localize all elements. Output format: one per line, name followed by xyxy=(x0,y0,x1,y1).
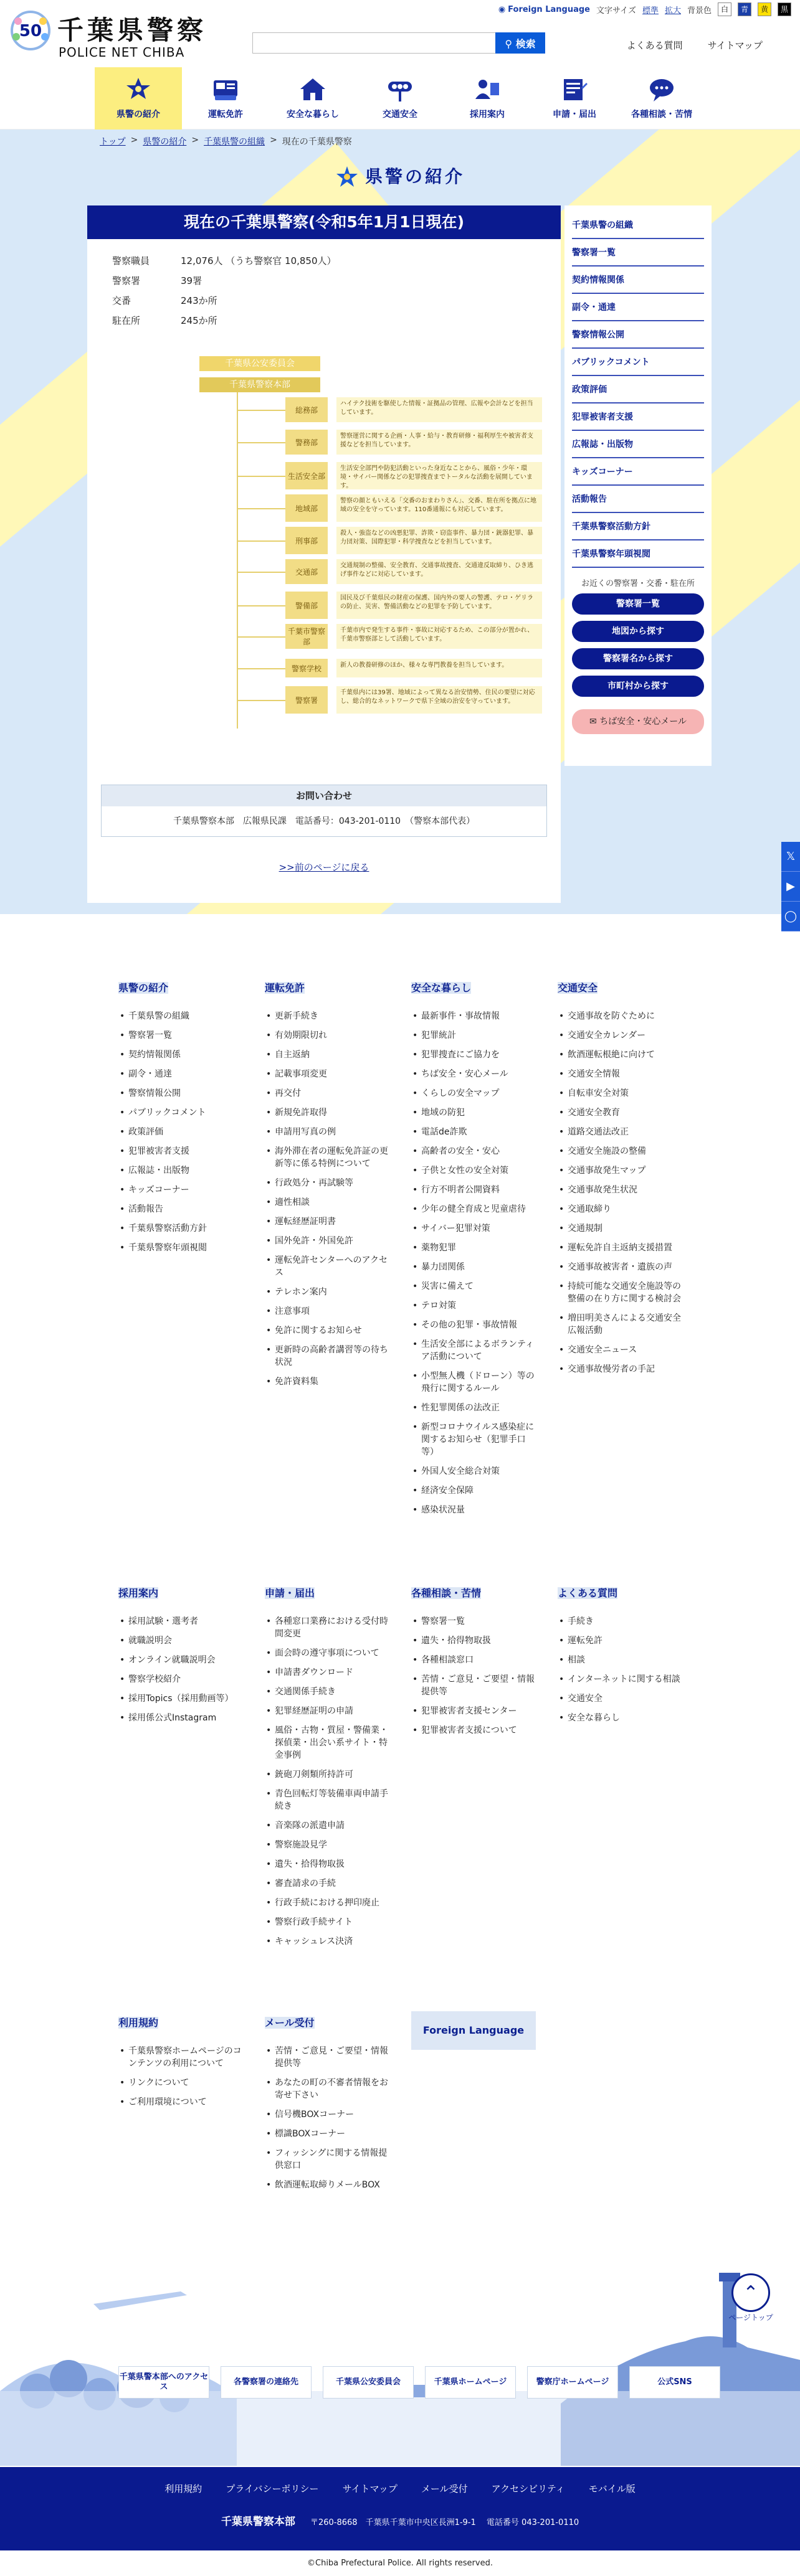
nearby-search-button[interactable]: 警察署一覧 xyxy=(572,593,704,615)
footer-nav-item[interactable]: • 交通安全教育 xyxy=(558,1106,682,1119)
site-footer xyxy=(0,2467,800,2550)
footer-nav-item[interactable]: • 小型無人機（ドローン）等の飛行に関するルール xyxy=(411,1370,536,1395)
footer-nav-item[interactable]: • 新型コロナウイルス感染症に関するお知らせ（犯罪手口等） xyxy=(411,1421,536,1458)
footer-nav-item[interactable]: • 交通事故発生マップ xyxy=(558,1164,682,1177)
stat-row xyxy=(112,270,561,290)
page-title-text: 県警の紹介 xyxy=(364,166,465,187)
footer-nav-item[interactable]: • オンライン就職説明会 xyxy=(118,1654,243,1666)
search-input[interactable] xyxy=(252,32,495,54)
page-top-label: ページトップ xyxy=(728,2313,773,2322)
footer-nav-item[interactable]: • 交通安全カレンダー xyxy=(558,1029,682,1042)
breadcrumb-current: 現在の千葉県警察 xyxy=(282,137,352,147)
footer-nav-item[interactable]: • 交通関係手続き xyxy=(265,1686,389,1698)
footer-nav-item[interactable]: • 警察署一覧 xyxy=(411,1615,536,1628)
footer-nav-heading[interactable]: よくある質問 xyxy=(558,1587,618,1599)
police-badge-icon xyxy=(124,77,153,103)
footer-org-name: 千葉県警察本部 xyxy=(221,2516,295,2528)
footer-nav-list xyxy=(118,2045,243,2108)
sidebar-link[interactable]: 活動報告 xyxy=(572,486,704,513)
footer-nav-item[interactable]: • パブリックコメント xyxy=(118,1106,243,1119)
footer-nav-item[interactable]: • 飲酒運転取締りメールBOX xyxy=(265,2179,389,2191)
footer-org xyxy=(0,2512,800,2528)
footer-nav-item[interactable]: • 運転免許自主返納支援措置 xyxy=(558,1242,682,1254)
sidebar-link[interactable]: 副令・通達 xyxy=(572,294,704,321)
footer-nav-item[interactable]: • 交通事故を防ぐために xyxy=(558,1010,682,1022)
gnav-label: 運転免許 xyxy=(208,110,243,120)
footer-nav-item[interactable]: • 犯罪被害者支援 xyxy=(118,1145,243,1158)
footer-nav-item[interactable]: • 新規免許取得 xyxy=(265,1106,389,1119)
footer-nav-column xyxy=(558,1582,682,1731)
stat-row xyxy=(112,290,561,310)
footer-nav-heading[interactable]: Foreign Language xyxy=(411,2011,536,2050)
footer-nav-item[interactable]: • リンクについて xyxy=(118,2077,243,2089)
footer-nav-item[interactable]: • 飲酒運転根絶に向けて xyxy=(558,1049,682,1061)
stat-row xyxy=(112,250,561,270)
footer-nav-item[interactable]: • くらしの安全マップ xyxy=(411,1087,536,1100)
footer-nav-item[interactable]: • 契約情報関係 xyxy=(118,1049,243,1061)
stat-key: 警察職員 xyxy=(112,255,150,267)
footer-nav-column xyxy=(558,976,682,1382)
org-unit-name: 警察学校 xyxy=(285,659,328,677)
inquiry-heading: お問い合わせ xyxy=(102,785,546,806)
footer-nav-heading[interactable]: メール受付 xyxy=(265,2017,315,2029)
bg-blue-button[interactable]: 青 xyxy=(738,2,751,16)
footer-nav-item[interactable]: • 更新手続き xyxy=(265,1010,389,1022)
footer-nav-item[interactable]: • インターネットに関する相談 xyxy=(558,1673,682,1686)
footer-nav-item[interactable]: • 再交付 xyxy=(265,1087,389,1100)
footer-nav-item[interactable]: • 犯罪捜査にご協力を xyxy=(411,1049,536,1061)
footer-nav-list xyxy=(118,1615,243,1724)
sidebar-link[interactable]: パブリックコメント xyxy=(572,349,704,376)
footer-nav-heading[interactable]: 運転免許 xyxy=(265,982,305,994)
org-unit-name: 生活安全部 xyxy=(285,462,328,489)
site-logo[interactable] xyxy=(9,6,208,61)
footer-nav-list xyxy=(118,1010,243,1254)
footer-nav-item[interactable]: • 千葉県警察年頭視閲 xyxy=(118,1242,243,1254)
footer-nav-item[interactable]: • 交通安全ニュース xyxy=(558,1344,682,1356)
footer-nav-item[interactable]: • 交通安全施設の整備 xyxy=(558,1145,682,1158)
footer-nav-item[interactable]: • 交通安全 xyxy=(558,1692,682,1705)
footer-nav-heading[interactable]: 利用規約 xyxy=(118,2017,159,2029)
footer-nav-column xyxy=(265,2011,389,2198)
footer-nav-item[interactable]: • 採用試験・選考者 xyxy=(118,1615,243,1628)
bg-black-button[interactable]: 黒 xyxy=(778,2,791,16)
org-unit-name: 千葉市警察部 xyxy=(285,624,328,649)
bottom-links xyxy=(118,2366,720,2399)
logo-badge-text: 50 xyxy=(19,22,42,40)
footer-nav-item[interactable]: • 国外免許・外国免許 xyxy=(265,1235,389,1247)
org-unit-name: 地域部 xyxy=(285,494,328,522)
police-emblem-icon xyxy=(335,166,359,189)
footer-nav-item[interactable]: • 信号機BOXコーナー xyxy=(265,2108,389,2121)
gnav-label: 各種相談・苦情 xyxy=(631,110,692,120)
org-unit-desc: 殺人・強盗などの凶悪犯罪、詐欺・窃盗事件、暴力団・銃器犯罪、暴力団対策、国際犯罪・科学捜査などを担当しています。 xyxy=(336,527,542,554)
site-title: 千葉県警察 xyxy=(57,15,207,45)
footer-nav-item[interactable]: • 暴力団関係 xyxy=(411,1261,536,1273)
nearby-title: お近くの警察署・交番・駐在所 xyxy=(581,579,695,588)
sidebar-link[interactable]: 警察署一覧 xyxy=(572,239,704,267)
sidebar-link[interactable]: 千葉県警察年頭視閲 xyxy=(572,540,704,568)
footer-nav-item[interactable]: • 音楽隊の派遣申請 xyxy=(265,1819,389,1832)
sns-bar xyxy=(781,842,800,932)
org-unit-desc: 警察運営に関する企画・人事・給与・教育研修・福利厚生や被害者支援などを担当しています。 xyxy=(336,430,542,455)
sidebar-link[interactable]: 契約情報関係 xyxy=(572,267,704,294)
gnav-item-traffic[interactable] xyxy=(356,67,444,130)
stat-value: 243か所 xyxy=(181,295,217,306)
gnav-label: 申請・届出 xyxy=(553,110,596,120)
footer-nav-item[interactable]: • 銃砲刀剣類所持許可 xyxy=(265,1768,389,1781)
footer-nav-item[interactable]: • 海外滞在者の運転免許証の更新等に係る特例について xyxy=(265,1145,389,1170)
footer-nav-item[interactable]: • 注意事項 xyxy=(265,1305,389,1318)
header-links xyxy=(627,39,763,52)
footer-nav-item[interactable]: • 有効期限切れ xyxy=(265,1029,389,1042)
breadcrumb: トップ > 県警の紹介 > 千葉県警の組織 > 現在の千葉県警察 xyxy=(100,135,352,147)
main-content xyxy=(87,205,561,903)
footer-nav-item[interactable]: • 遺失・拾得物取扱 xyxy=(265,1858,389,1871)
stations-contact-link[interactable]: 各警察署の連絡先 xyxy=(221,2366,312,2399)
footer-nav-item[interactable]: • サイバー犯罪対策 xyxy=(411,1222,536,1235)
gnav-label: 交通安全 xyxy=(383,110,417,120)
consult-icon xyxy=(647,77,676,103)
content-heading: 現在の千葉県警察(令和5年1月1日現在) xyxy=(87,205,561,239)
breadcrumb-organization[interactable]: 千葉県警の組織 xyxy=(204,137,265,147)
car-icon xyxy=(211,77,240,103)
page-top-button[interactable] xyxy=(717,2273,785,2323)
footer-nav-item[interactable]: • ちば安全・安心メール xyxy=(411,1068,536,1080)
footer-nav-heading[interactable]: 県警の紹介 xyxy=(118,982,169,994)
footer-nav-item[interactable]: • キャッシュレス決済 xyxy=(265,1935,389,1948)
footer-link[interactable]: メール受付 xyxy=(421,2483,468,2494)
back-link[interactable]: >>前のページに戻る xyxy=(279,862,369,873)
breadcrumb-about[interactable]: 県警の紹介 xyxy=(143,137,187,147)
instagram-icon[interactable]: ◯ xyxy=(781,902,800,932)
footer-link[interactable]: モバイル版 xyxy=(588,2483,636,2494)
utility-bar xyxy=(498,2,791,16)
footer-nav-item[interactable]: • 生活安全部によるボランティア活動について xyxy=(411,1338,536,1363)
footer-nav-item[interactable]: • 交通安全情報 xyxy=(558,1068,682,1080)
foreign-language-label: Foreign Language xyxy=(508,4,590,14)
house-icon xyxy=(298,77,327,103)
safety-mail-button[interactable]: ✉ ちば安全・安心メール xyxy=(572,709,704,734)
search-bar xyxy=(252,32,545,54)
inquiry-box xyxy=(101,785,547,837)
gnav-label: 採用案内 xyxy=(470,110,505,120)
footer-nav-item[interactable]: • 手続き xyxy=(558,1615,682,1628)
footer-nav-heading[interactable]: 申請・届出 xyxy=(265,1587,315,1599)
footer-nav-item[interactable]: • 自転車安全対策 xyxy=(558,1087,682,1100)
bg-color-label: 背景色 xyxy=(687,6,712,16)
gnav-label: 県警の紹介 xyxy=(117,110,160,120)
sidebar-link[interactable]: 広報誌・出版物 xyxy=(572,431,704,458)
gnav-item-about[interactable] xyxy=(95,67,182,130)
footer-nav-column xyxy=(118,1582,243,1731)
sidebar-link[interactable]: 千葉県警の組織 xyxy=(572,212,704,239)
footer-nav-item[interactable]: • 地域の防犯 xyxy=(411,1106,536,1119)
mail-icon: ✉ xyxy=(589,717,597,727)
org-unit-desc: 千葉市内で発生する事件・事故に対応するため、この部分が置かれ、千葉市警察部として活動しています。 xyxy=(336,624,542,649)
footer-nav-item[interactable]: • 免許に関するお知らせ xyxy=(265,1324,389,1337)
footer-nav-item[interactable]: • 警察学校紹介 xyxy=(118,1673,243,1686)
footer-nav-item[interactable]: • テロ対策 xyxy=(411,1300,536,1312)
org-unit-name: 交通部 xyxy=(285,559,328,584)
footer-nav-item[interactable]: • 申請用写真の例 xyxy=(265,1126,389,1138)
sitemap-link[interactable]: サイトマップ xyxy=(707,40,763,51)
org-unit-desc: 交通規制の整備、安全教育、交通事故捜査、交通違反取締り、ひき逃げ事件などに対応しています。 xyxy=(336,559,542,584)
public-safety-commission-link[interactable]: 千葉県公安委員会 xyxy=(323,2366,414,2399)
search-button[interactable] xyxy=(495,32,545,54)
footer-nav-item[interactable]: • 自主返納 xyxy=(265,1049,389,1061)
footer-nav-item[interactable]: • 犯罪被害者支援センター xyxy=(411,1705,536,1717)
footer-nav-item[interactable]: • 電話de詐欺 xyxy=(411,1126,536,1138)
org-unit-desc: 新人の教養研修のほか、様々な専門教養を担当しています。 xyxy=(336,659,542,677)
footer-nav-item[interactable]: • 感染状況量 xyxy=(411,1504,536,1516)
text-size-standard[interactable]: 標準 xyxy=(642,6,659,16)
org-unit-desc: ハイテク技術を駆使した情報・証拠品の管理、広報や会計などを担当しています。 xyxy=(336,397,542,422)
stat-value: 12,076人 （うち警察官 10,850人） xyxy=(181,255,336,267)
footer-nav-item[interactable]: • 経済安全保障 xyxy=(411,1484,536,1497)
sidebar-link[interactable]: 千葉県警察活動方針 xyxy=(572,513,704,540)
footer-nav-item[interactable]: • 千葉県警察ホームページのコンテンツの利用について xyxy=(118,2045,243,2070)
footer-nav-item[interactable]: • 警察行政手続サイト xyxy=(265,1916,389,1928)
footer-nav-item[interactable]: • 交通事故慢労者の手記 xyxy=(558,1363,682,1375)
footer-nav-list xyxy=(558,1010,682,1375)
footer-links xyxy=(0,2467,800,2495)
org-unit-name: 警務部 xyxy=(285,430,328,455)
footer-nav-column xyxy=(411,976,536,1523)
org-unit-name: 警備部 xyxy=(285,592,328,619)
stat-key: 警察署 xyxy=(112,275,141,286)
footer-nav-item[interactable]: • 犯罪経歴証明の申請 xyxy=(265,1705,389,1717)
text-size-large[interactable]: 拡大 xyxy=(664,6,681,16)
footer-nav-item[interactable]: • 薬物犯罪 xyxy=(411,1242,536,1254)
footer-nav-item[interactable]: • 増田明美さんによる交通安全広報活動 xyxy=(558,1312,682,1337)
footer-nav-list xyxy=(265,2045,389,2191)
footer-nav-item[interactable]: • フィッシングに関する情報提供窓口 xyxy=(265,2147,389,2172)
footer-nav-item[interactable]: • その他の犯罪・事故情報 xyxy=(411,1319,536,1331)
youtube-icon[interactable]: ▶ xyxy=(781,872,800,902)
footer-nav-item[interactable]: • 標識BOXコーナー xyxy=(265,2128,389,2140)
x-icon[interactable]: 𝕏 xyxy=(781,842,800,872)
nearby-search-button[interactable]: 地図から探す xyxy=(572,621,704,642)
nearby-search-button[interactable]: 市町村から探す xyxy=(572,676,704,697)
footer-nav-list xyxy=(265,1615,389,1948)
footer-nav-column xyxy=(411,2011,536,2050)
footer-nav-item[interactable]: • 犯罪被害者支援について xyxy=(411,1724,536,1737)
inquiry-body: 千葉県警察本部 広報県民課 電話番号：043-201-0110 （警察本部代表） xyxy=(173,816,475,826)
sidebar-link[interactable]: 犯罪被害者支援 xyxy=(572,403,704,431)
footer-nav-item[interactable]: • 記載事項変更 xyxy=(265,1068,389,1080)
sidebar-link[interactable]: 警察情報公開 xyxy=(572,321,704,349)
org-unit-desc: 千葉県内には39署、地域によって異なる治安情勢、住民の要望に対応し、総合的なネットワークで県下全域の治安を守っています。 xyxy=(336,686,542,714)
footer-nav-item[interactable]: • 政策評価 xyxy=(118,1126,243,1138)
footer-nav-item[interactable]: • 就職説明会 xyxy=(118,1635,243,1647)
footer-nav-item[interactable]: • 広報誌・出版物 xyxy=(118,1164,243,1177)
gnav-item-application[interactable] xyxy=(531,67,618,130)
organization-chart xyxy=(199,356,561,730)
gnav-item-license[interactable] xyxy=(182,67,269,130)
footer-nav-column xyxy=(411,1582,536,1743)
footer-nav-item[interactable]: • 更新時の高齢者講習等の待ち状況 xyxy=(265,1344,389,1369)
recruit-icon xyxy=(473,77,502,103)
footer-nav-item[interactable]: • 交通事故発生状況 xyxy=(558,1184,682,1196)
footer-nav-item[interactable]: • ご利用環境について xyxy=(118,2096,243,2108)
footer-nav-list xyxy=(411,1615,536,1737)
footer-nav-list xyxy=(265,1010,389,1388)
footer-link[interactable]: サイトマップ xyxy=(342,2483,398,2494)
footer-nav-item[interactable]: • キッズコーナー xyxy=(118,1184,243,1196)
access-link[interactable]: 千葉県警本部へのアクセス xyxy=(118,2366,209,2399)
footer-nav-item[interactable]: • 千葉県警察活動方針 xyxy=(118,1222,243,1235)
footer-nav-item[interactable]: • 採用Topics（採用動画等） xyxy=(118,1692,243,1705)
footer-nav-item[interactable]: • 交通取締り xyxy=(558,1203,682,1215)
footer-nav-item[interactable]: • 遺失・拾得物取扱 xyxy=(411,1635,536,1647)
footer-nav-item[interactable]: • 犯罪統計 xyxy=(411,1029,536,1042)
footer-nav-item[interactable]: • 活動報告 xyxy=(118,1203,243,1215)
footer-nav-list xyxy=(411,1010,536,1516)
50th-anniversary-emblem-icon xyxy=(9,9,52,52)
footer-nav-item[interactable]: • 持続可能な交通安全施設等の整備の在り方に関する検討会 xyxy=(558,1280,682,1305)
footer-nav-item[interactable]: • 申請書ダウンロード xyxy=(265,1666,389,1679)
chiba-prefecture-link[interactable]: 千葉県ホームページ xyxy=(425,2366,516,2399)
nearby-search-button[interactable]: 警察署名から探す xyxy=(572,648,704,669)
footer-nav-item[interactable]: • 交通規制 xyxy=(558,1222,682,1235)
org-unit-desc: 警察の顔ともいえる「交番のおまわりさん」、交番、駐在所を拠点に地域の安全を守っています。110番通報にも対応しています。 xyxy=(336,494,542,522)
org-root: 千葉県公安委員会 xyxy=(199,356,320,371)
org-headquarters: 千葉県警察本部 xyxy=(199,377,320,392)
footer-nav-item[interactable]: • 青色回転灯等装備車両申請手続き xyxy=(265,1788,389,1813)
stat-value: 245か所 xyxy=(181,314,217,326)
footer-nav-item[interactable]: • 風俗・古物・質屋・警備業・探偵業・出会い系サイト・特金事例 xyxy=(265,1724,389,1762)
org-unit-name: 総務部 xyxy=(285,397,328,422)
breadcrumb-top[interactable]: トップ xyxy=(100,137,126,147)
stat-key: 駐在所 xyxy=(112,314,141,326)
footer-nav-column xyxy=(265,976,389,1395)
footer-nav-heading[interactable]: 安全な暮らし xyxy=(411,982,472,994)
org-unit-name: 警察署 xyxy=(285,686,328,714)
traffic-sign-icon xyxy=(386,77,414,103)
faq-link[interactable]: よくある質問 xyxy=(626,40,683,51)
org-unit-desc: 生活安全部門や防犯活動といった身近なことから、風俗・少年・環境・サイバー関係などの犯罪捜査までトータルな活動を展開しています。 xyxy=(336,462,542,489)
footer-nav-item[interactable]: • 行政処分・再試験等 xyxy=(265,1177,389,1189)
sidebar-link[interactable]: 政策評価 xyxy=(572,376,704,403)
footer-nav-item[interactable]: • 高齢者の安全・安心 xyxy=(411,1145,536,1158)
sidebar-link[interactable]: キッズコーナー xyxy=(572,458,704,486)
footer-nav-item[interactable]: • 各種相談窓口 xyxy=(411,1654,536,1666)
footer-nav-item[interactable]: • 行方不明者公開資料 xyxy=(411,1184,536,1196)
footer-nav-heading[interactable]: 採用案内 xyxy=(118,1587,159,1599)
footer-link[interactable]: プライバシーポリシー xyxy=(226,2483,319,2494)
search-button-label: 検索 xyxy=(515,37,536,50)
page-title xyxy=(0,163,800,189)
footer-nav-item[interactable]: • 警察施設見学 xyxy=(265,1839,389,1851)
footer-nav-item[interactable]: • 副令・通達 xyxy=(118,1068,243,1080)
gnav-label: 安全な暮らし xyxy=(287,110,339,120)
site-header xyxy=(0,0,800,67)
site-subtitle: POLICE NET CHIBA xyxy=(59,45,185,60)
footer-nav-item[interactable]: • 安全な暮らし xyxy=(558,1712,682,1724)
bg-white-button[interactable]: 白 xyxy=(718,2,731,16)
globe-icon: ◉ xyxy=(498,4,506,14)
footer-nav-item[interactable]: • 面会時の遵守事項について xyxy=(265,1647,389,1659)
footer-nav-item[interactable]: • あなたの町の不審者情報をお寄せ下さい xyxy=(265,2077,389,2102)
footer-nav-item[interactable]: • 最新事件・事故情報 xyxy=(411,1010,536,1022)
footer-link[interactable]: アクセシビリティ xyxy=(491,2483,565,2494)
gnav-item-consult[interactable] xyxy=(618,67,705,130)
npa-link[interactable]: 警察庁ホームページ xyxy=(527,2366,618,2399)
footer-nav-column xyxy=(265,1582,389,1955)
foreign-language-link[interactable] xyxy=(498,5,590,14)
application-icon xyxy=(560,77,589,103)
sidebar xyxy=(564,205,712,766)
footer-nav-item[interactable]: • 交通事故被害者・遺族の声 xyxy=(558,1261,682,1273)
bg-yellow-button[interactable]: 黄 xyxy=(758,2,771,16)
footer-nav-column xyxy=(118,2011,243,2115)
footer-nav-item[interactable]: • 採用係公式Instagram xyxy=(118,1712,243,1724)
footer-nav-item[interactable]: • 警察情報公開 xyxy=(118,1087,243,1100)
footer-nav-item[interactable]: • 子供と女性の安全対策 xyxy=(411,1164,536,1177)
footer-nav-list xyxy=(558,1615,682,1724)
footer-phone: 電話番号 043-201-0110 xyxy=(486,2518,579,2527)
search-icon: ⚲ xyxy=(505,37,513,50)
official-sns-link[interactable]: 公式SNS xyxy=(629,2366,720,2399)
footer-nav-item[interactable]: • 審査請求の手続 xyxy=(265,1877,389,1890)
footer-nav-item[interactable]: • 少年の健全育成と児童虐待 xyxy=(411,1203,536,1215)
stats-table xyxy=(112,250,561,330)
global-nav xyxy=(0,67,800,130)
footer-nav-item[interactable]: • 適性相談 xyxy=(265,1196,389,1209)
text-size-label: 文字サイズ xyxy=(596,6,636,16)
footer-link[interactable]: 利用規約 xyxy=(164,2483,202,2494)
gnav-item-safety[interactable] xyxy=(269,67,356,130)
footer-nav-item[interactable]: • 苦情・ご意見・ご要望・情報提供等 xyxy=(411,1673,536,1698)
stat-value: 39署 xyxy=(181,275,202,286)
footer-nav-heading[interactable]: 各種相談・苦情 xyxy=(411,1587,482,1599)
footer-address: 〒260-8668 千葉県千葉市中央区長洲1-9-1 xyxy=(310,2518,476,2527)
org-unit-desc: 国民及び千葉県民の財産の保護、国内外の要人の警護、テロ・ゲリラの防止、災害、警備活動などの犯罪を予防しています。 xyxy=(336,592,542,619)
footer-nav-item[interactable]: • 免許資料集 xyxy=(265,1375,389,1388)
gnav-item-recruit[interactable] xyxy=(444,67,531,130)
footer-nav-item[interactable]: • 警察署一覧 xyxy=(118,1029,243,1042)
footer-nav-item[interactable]: • 外国人安全総合対策 xyxy=(411,1465,536,1478)
footer-nav-column xyxy=(118,976,243,1261)
footer-nav-item[interactable]: • 苦情・ご意見・ご要望・情報提供等 xyxy=(265,2045,389,2070)
footer-nav-item[interactable]: • 運転免許 xyxy=(558,1635,682,1647)
footer-nav-item[interactable]: • 各種窓口業務における受付時間変更 xyxy=(265,1615,389,1640)
arrow-up-icon: ⌃ xyxy=(731,2273,770,2312)
stat-key: 交番 xyxy=(112,295,131,306)
footer-nav-item[interactable]: • 運転経歴証明書 xyxy=(265,1215,389,1228)
org-unit-name: 刑事部 xyxy=(285,527,328,554)
footer-nav-item[interactable]: • 道路交通法改正 xyxy=(558,1126,682,1138)
copyright: ©Chiba Prefectural Police. All rights reserved. xyxy=(307,2559,493,2568)
back-link-wrap xyxy=(87,861,561,874)
footer-nav-item[interactable]: • 災害に備えて xyxy=(411,1280,536,1293)
footer-nav-heading[interactable]: 交通安全 xyxy=(558,982,598,994)
footer-nav-item[interactable]: • 運転免許センターへのアクセス xyxy=(265,1254,389,1279)
footer-nav-item[interactable]: • テレホン案内 xyxy=(265,1286,389,1298)
stat-row xyxy=(112,310,561,330)
footer-nav-item[interactable]: • 相談 xyxy=(558,1654,682,1666)
footer-nav-item[interactable]: • 行政手続における押印廃止 xyxy=(265,1897,389,1909)
footer-nav-item[interactable]: • 性犯罪関係の法改正 xyxy=(411,1402,536,1414)
footer-nav-item[interactable]: • 千葉県警の組織 xyxy=(118,1010,243,1022)
